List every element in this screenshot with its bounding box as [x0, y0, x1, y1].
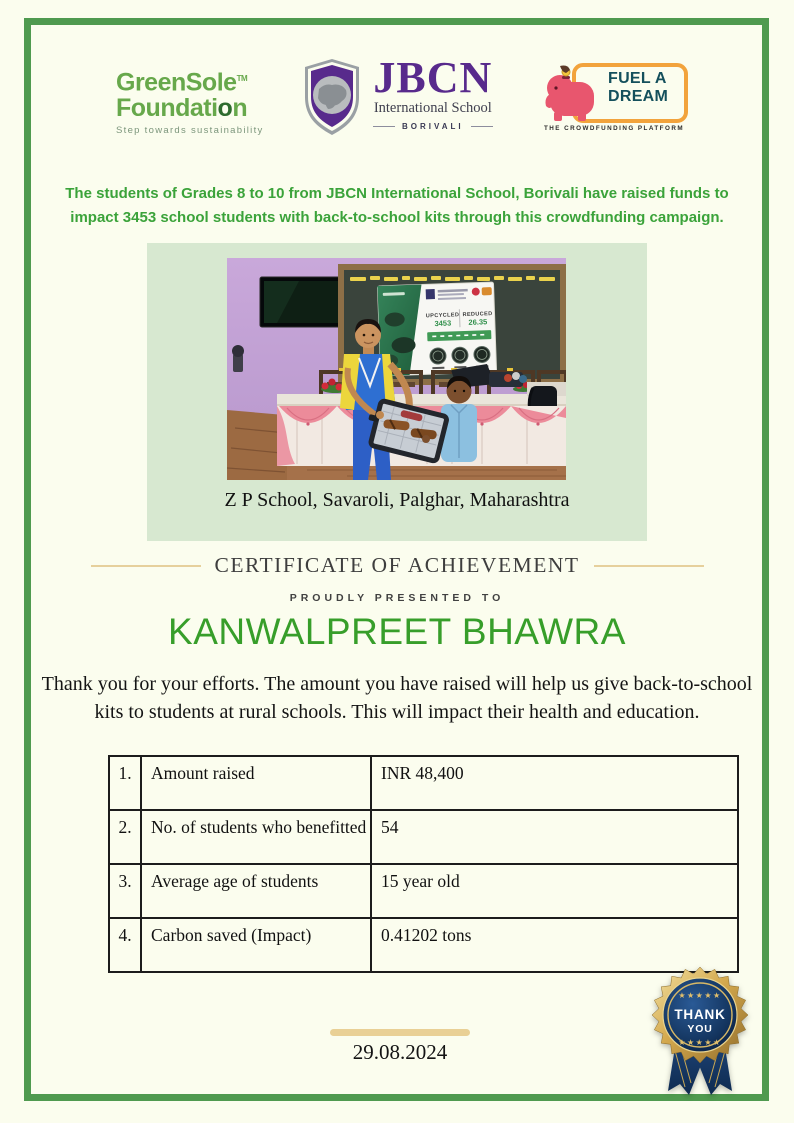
certificate-title: CERTIFICATE OF ACHIEVEMENT: [214, 553, 580, 577]
row-number: 4.: [109, 918, 141, 972]
badge-line2: YOU: [687, 1023, 713, 1035]
thank-you-badge: [643, 953, 757, 1101]
jbcn-city-label: BORIVALI: [402, 122, 464, 131]
badge-stars-bottom: ★★★★★: [678, 1038, 722, 1047]
greensole-foundation-logo: [116, 66, 276, 136]
photo-panel: [147, 243, 647, 541]
fuel-tagline: THE CROWDFUNDING PLATFORM: [544, 125, 685, 132]
dash-line: [373, 126, 395, 127]
trademark-symbol: TM: [236, 74, 248, 83]
greensole-logo-line2: Foundation: [116, 94, 248, 123]
impact-stats-table: [108, 755, 739, 973]
row-label: Average age of students: [141, 864, 371, 918]
wall-fan: [232, 345, 244, 372]
campaign-intro-text: The students of Grades 8 to 10 from JBCN International School, Borivali have raised funds to impact 3453 school students with back-to-school kits through this crowdfunding campaign.: [65, 185, 729, 226]
table-row: [109, 810, 738, 864]
greensole-tagline: Step towards sustainability: [116, 125, 264, 137]
badge-line1: THANK: [674, 1007, 726, 1022]
thank-you-message: Thank you for your efforts. The amount you have raised will help us give back-to-school kits to students at rural schools. This will impact their health and education.: [41, 673, 753, 723]
fuel-a-dream-logo: [542, 62, 688, 138]
row-label: No. of students who benefitted: [141, 810, 371, 864]
elephant-piggybank-icon: [542, 64, 604, 126]
banner-stat2-label: REDUCED: [462, 311, 493, 319]
campaign-banner: [377, 282, 496, 376]
jbcn-school-logo: [301, 53, 493, 137]
gold-date-line: [330, 1029, 470, 1036]
row-value: 15 year old: [371, 864, 738, 918]
row-number: 3.: [109, 864, 141, 918]
shoe-o-icon: o: [217, 94, 233, 123]
row-value: 0.41202 tons: [371, 918, 738, 972]
row-label: Amount raised: [141, 756, 371, 810]
certificate-title-row: [0, 553, 794, 578]
jbcn-shield-icon: [301, 57, 363, 137]
badge-stars-top: ★★★★★: [678, 991, 722, 1000]
dash-line: [471, 126, 493, 127]
school-photo: [227, 258, 566, 480]
photo-caption: Z P School, Savaroli, Palghar, Maharashtra: [224, 489, 570, 511]
presented-to-label: PROUDLY PRESENTED TO: [289, 592, 505, 604]
table-row: [109, 756, 738, 810]
greensole-logo-line1: GreenSole™: [116, 68, 248, 97]
jbcn-city-row: [373, 122, 493, 131]
row-value: 54: [371, 810, 738, 864]
banner-stat1-label: UPCYCLED: [425, 312, 460, 320]
recipient-name: KANWALPREET BHAWRA: [168, 611, 626, 652]
row-value: INR 48,400: [371, 756, 738, 810]
certificate-date: 29.08.2024: [352, 1040, 448, 1064]
row-label: Carbon saved (Impact): [141, 918, 371, 972]
row-number: 2.: [109, 810, 141, 864]
table-row: [109, 864, 738, 918]
banner-stat1-value: 3453: [434, 318, 452, 329]
gold-divider-right: [594, 565, 704, 567]
row-number: 1.: [109, 756, 141, 810]
gold-divider-left: [91, 565, 201, 567]
fuel-wordmark: FUEL A DREAM: [608, 70, 669, 105]
jbcn-subtitle: International School: [373, 100, 492, 116]
banner-stat2-value: 26.35: [468, 317, 488, 327]
jbcn-wordmark: JBCN: [373, 53, 493, 102]
